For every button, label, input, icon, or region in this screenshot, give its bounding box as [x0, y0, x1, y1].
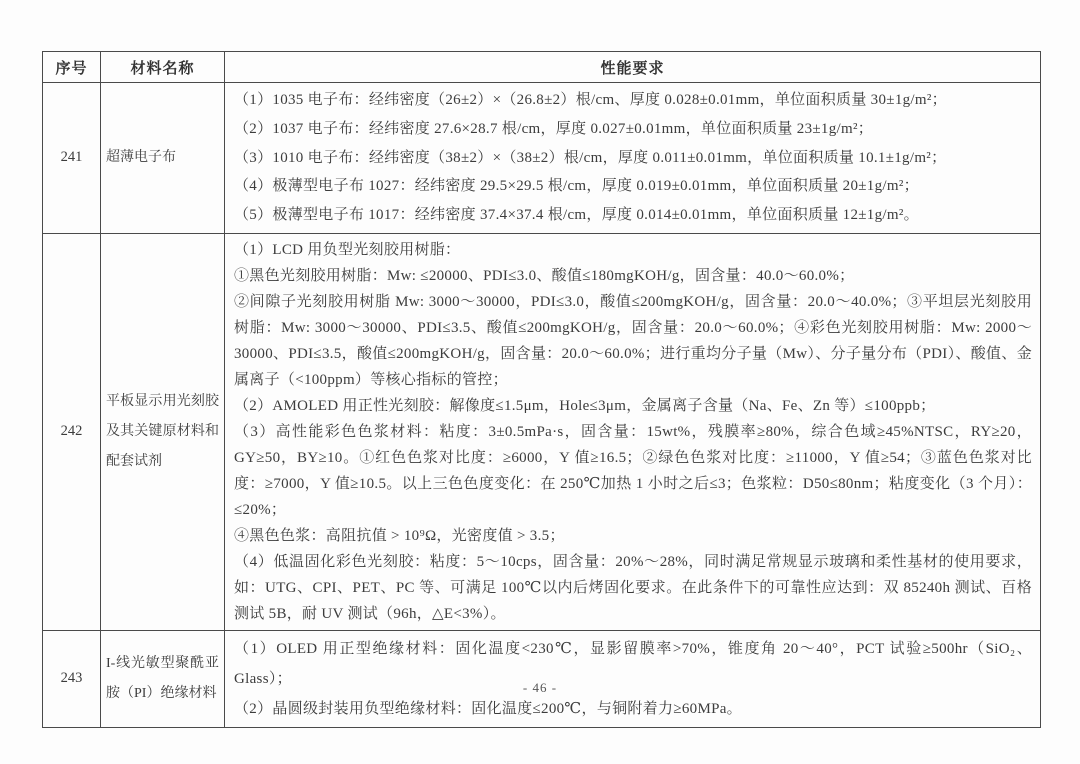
page-number: - 46 -	[522, 680, 558, 695]
requirements-243	[225, 630, 1041, 727]
requirement-item: （3）高性能彩色色浆材料：粘度：3±0.5mPa·s，固含量：15wt%，残膜率≥80%，综合色域≥45%NTSC，RY≥20，GY≥50，BY≥10。①红色色浆对比度：≥6000，Y 值≥16.5；②绿色色浆对比度：≥11000，Y 值≥54；③蓝色色浆对比度：≥7000，Y 值≥10.5。以上三色色度变化：在 250℃加热 1 小时之后≤3；色浆粒：D50≤80nm；粘度变化（3 个月）：≤20%；	[234, 423, 1032, 518]
requirement-item: （4）低温固化彩色光刻胶：粘度：5～10cps，固含量：20%～28%，同时满足常规显示玻璃和柔性基材的使用要求，如：UTG、CPI、PET、PC 等、可满足 100℃以内后烤固化要求。在此条件下的可靠性应达到：双 85240h 测试、百格测试 5B，耐 UV 测试（96h，△E<3%）。	[234, 553, 1032, 622]
requirement-item: （5）极薄型电子布 1017：经纬密度 37.4×37.4 根/cm，厚度 0.014±0.01mm，单位面积质量 12±1g/m²。	[234, 207, 919, 224]
material-name-243	[101, 630, 225, 727]
requirement-item: （2）AMOLED 用正性光刻胶：解像度≤1.5μm，Hole≤3μm，金属离子含量（Na、Fe、Zn 等）≤100ppb；	[234, 397, 936, 414]
serial-number-242: 242	[43, 233, 101, 630]
requirement-item: ②间隙子光刻胶用树脂 Mw: 3000～30000，PDI≤3.0，酸值≤200mgKOH/g，固含量：20.0～40.0%；③平坦层光刻胶用树脂：Mw: 3000～30000、PDI≤3.5、酸值≤200mgKOH/g，固含量：20.0～60.0%；④彩色光刻胶用树脂：Mw: 2000～30000、PDI≤3.5，酸值≤200mgKOH/g，固含量：20.0～60.0%；进行重均分子量（Mw）、分子量分布（PDI）、酸值、金属离子（<100ppm）等核心指标的管控；	[234, 293, 1032, 388]
material-name-242	[101, 233, 225, 630]
requirement-item: ④黑色色浆：高阻抗值 > 10⁹Ω，光密度值 > 3.5；	[234, 527, 565, 544]
table-header-row	[43, 52, 1041, 83]
table-row-243	[43, 630, 1041, 727]
material-name-text: I-线光敏型聚酰亚胺（PI）绝缘材料	[106, 655, 219, 701]
table-row-241	[43, 83, 1041, 234]
requirement-item: （1）LCD 用负型光刻胶用树脂：	[234, 241, 461, 258]
table-row-242	[43, 233, 1041, 630]
requirement-item: （3）1010 电子布：经纬密度（38±2）×（38±2）根/cm，厚度 0.011±0.01mm，单位面积质量 10.1±1g/m²；	[234, 149, 947, 166]
material-name-text: 平板显示用光刻胶及其关键原材料和配套试剂	[106, 393, 219, 469]
material-name-241	[101, 83, 225, 234]
material-name-text: 超薄电子布	[106, 149, 176, 165]
serial-number-241: 241	[43, 83, 101, 234]
requirements-242	[225, 233, 1041, 630]
requirements-241	[225, 83, 1041, 234]
serial-number-243: 243	[43, 630, 101, 727]
header-performance-requirements: 性能要求	[225, 52, 1041, 83]
requirement-item: （2）晶圆级封装用负型绝缘材料：固化温度≤200℃，与铜附着力≥60MPa。	[234, 700, 742, 717]
requirement-item: ①黑色光刻胶用树脂：Mw: ≤20000、PDI≤3.0、酸值≤180mgKOH/g，固含量：40.0～60.0%；	[234, 267, 855, 284]
requirement-item: （1）OLED 用正型绝缘材料：固化温度<230℃，显影留膜率>70%，锥度角 20～40°，PCT 试验≥500hr（SiO₂、Glass）；	[234, 640, 1032, 687]
materials-spec-table	[42, 51, 1041, 728]
requirement-item: （1）1035 电子布：经纬密度（26±2）×（26.8±2）根/cm、厚度 0.028±0.01mm，单位面积质量 30±1g/m²；	[234, 92, 947, 108]
requirement-item: （2）1037 电子布：经纬密度 27.6×28.7 根/cm，厚度 0.027±0.01mm，单位面积质量 23±1g/m²；	[234, 120, 874, 137]
header-material-name: 材料名称	[101, 52, 225, 83]
header-serial-number: 序号	[43, 52, 101, 83]
requirement-item: （4）极薄型电子布 1027：经纬密度 29.5×29.5 根/cm，厚度 0.019±0.01mm，单位面积质量 20±1g/m²；	[234, 178, 919, 195]
